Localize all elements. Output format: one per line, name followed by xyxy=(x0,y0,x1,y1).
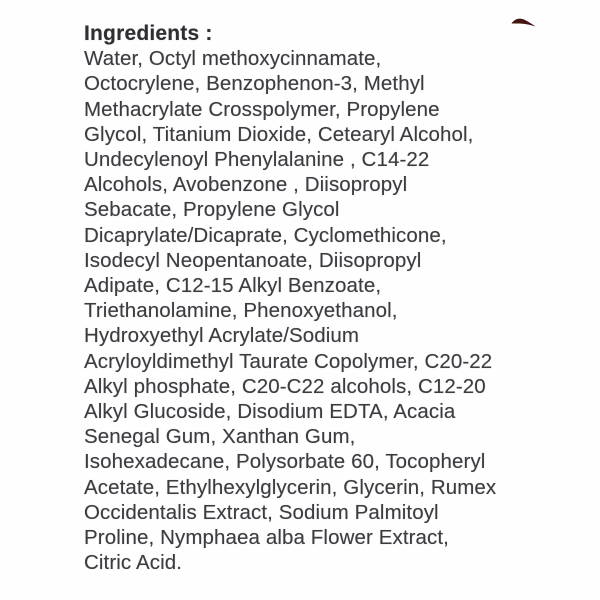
ingredients-line: Isohexadecane, Polysorbate 60, Tocopheryl xyxy=(84,450,486,474)
ingredients-line: Methacrylate Crosspolymer, Propylene xyxy=(84,97,440,121)
ingredients-line: Proline, Nymphaea alba Flower Extract, xyxy=(84,526,449,550)
ingredients-line: Adipate, C12-15 Alkyl Benzoate, xyxy=(84,274,382,298)
ingredients-line: Isodecyl Neopentanoate, Diisopropyl xyxy=(84,248,422,272)
ingredients-line: Glycol, Titanium Dioxide, Cetearyl Alcohol, xyxy=(84,122,474,146)
ingredients-line: Sebacate, Propylene Glycol xyxy=(84,198,340,222)
ingredients-line: Water, Octyl methoxycinnamate, xyxy=(84,47,382,71)
ingredients-line: Triethanolamine, Phenoxyethanol, xyxy=(84,299,398,323)
ingredients-line: Senegal Gum, Xanthan Gum, xyxy=(84,425,356,449)
ingredients-line: Hydroxyethyl Acrylate/Sodium xyxy=(84,324,360,348)
ingredients-line: Acryloyldimethyl Taurate Copolymer, C20-22 xyxy=(84,349,493,373)
ingredients-line: Citric Acid. xyxy=(84,551,183,575)
ingredients-line: Occidentalis Extract, Sodium Palmitoyl xyxy=(84,500,439,524)
ingredients-line: Undecylenoyl Phenylalanine , C14-22 xyxy=(84,148,430,172)
ingredients-heading: Ingredients : xyxy=(84,22,213,45)
ingredients-line: Acetate, Ethylhexylglycerin, Glycerin, Rumex xyxy=(84,475,497,499)
ingredients-line: Alkyl phosphate, C20-C22 alcohols, C12-20 xyxy=(84,374,486,398)
ingredients-text-block xyxy=(84,21,554,575)
ingredients-line: Dicaprylate/Dicaprate, Cyclomethicone, xyxy=(84,223,447,247)
ingredients-line: Alkyl Glucoside, Disodium EDTA, Acacia xyxy=(84,400,456,424)
ingredients-line: Alcohols, Avobenzone , Diisopropyl xyxy=(84,173,408,197)
ingredients-line: Octocrylene, Benzophenon-3, Methyl xyxy=(84,72,425,96)
